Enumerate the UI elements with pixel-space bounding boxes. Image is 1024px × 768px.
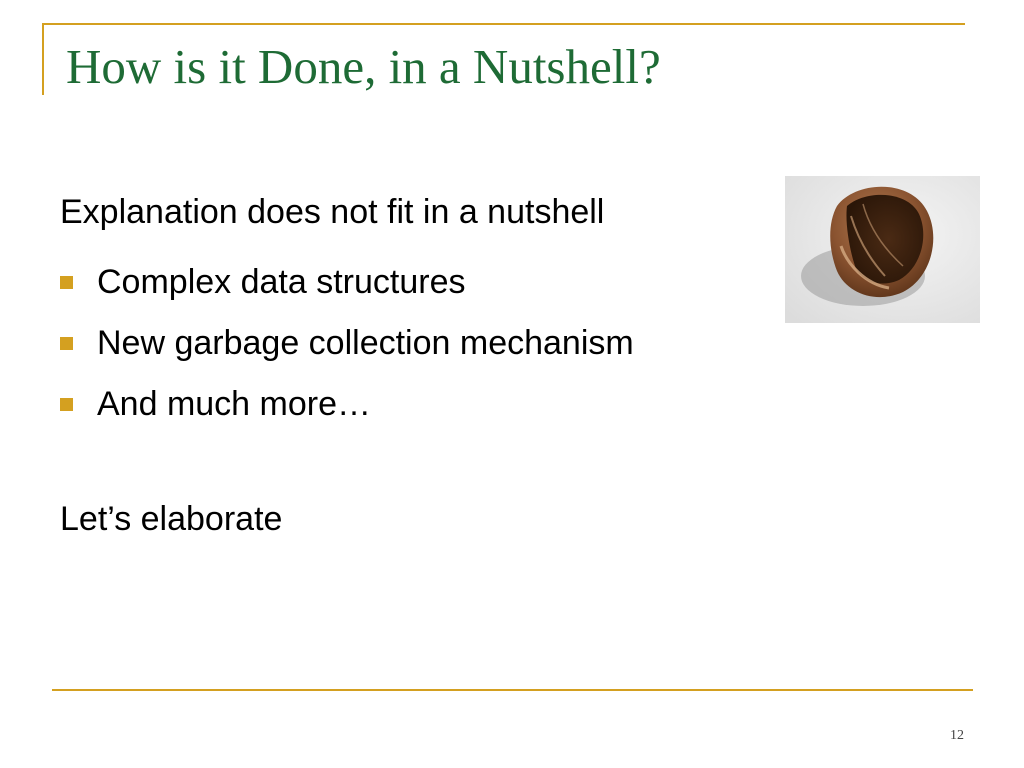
walnut-shell-image	[785, 176, 980, 323]
title-frame-left-rule	[42, 23, 44, 95]
bullet-text: And much more…	[97, 385, 371, 424]
slide-title: How is it Done, in a Nutshell?	[66, 39, 661, 94]
bullet-list	[60, 252, 634, 435]
page-number: 12	[950, 728, 964, 743]
bullet-text: New garbage collection mechanism	[97, 324, 634, 363]
outro-text: Let’s elaborate	[60, 500, 283, 538]
bullet-text: Complex data structures	[97, 263, 466, 302]
bullet-item	[60, 313, 634, 374]
intro-text: Explanation does not fit in a nutshell	[60, 193, 605, 231]
square-bullet-icon	[60, 398, 73, 411]
square-bullet-icon	[60, 337, 73, 350]
bullet-item	[60, 252, 634, 313]
title-frame-top-rule	[42, 23, 965, 25]
square-bullet-icon	[60, 276, 73, 289]
bullet-item	[60, 374, 634, 435]
walnut-shell-illustration	[785, 176, 980, 323]
footer-rule	[52, 689, 973, 691]
